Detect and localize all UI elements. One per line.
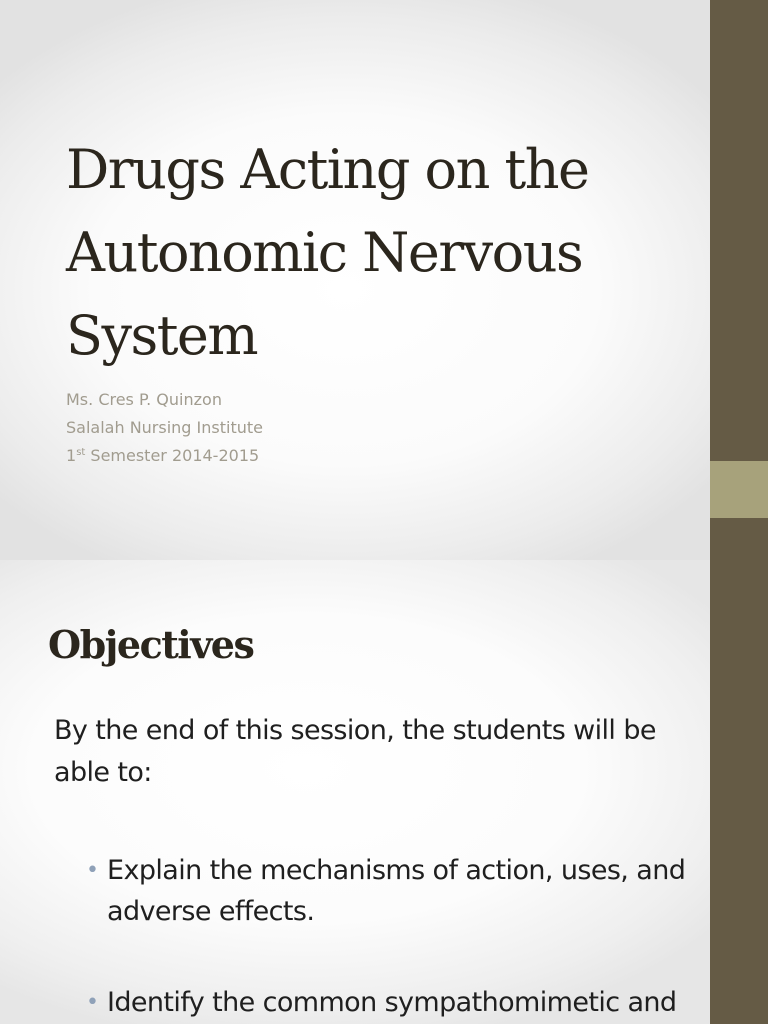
bullet-text: Identify the common sympathomimetic and — [107, 987, 677, 1018]
title-line: Drugs Acting on the — [66, 138, 589, 201]
bullet-icon: • — [86, 858, 99, 883]
list-item — [84, 850, 724, 932]
slide-2 — [0, 560, 768, 1024]
title-line: System — [66, 304, 258, 367]
semester-line — [66, 442, 263, 470]
list-item — [84, 982, 724, 1023]
bullet-text: Explain the mechanisms of action, uses, and adverse effects. — [107, 855, 686, 927]
slide-side-accent — [710, 461, 768, 518]
objectives-intro: By the end of this session, the students will be able to: — [54, 715, 656, 788]
semester-number: 1 — [66, 446, 77, 465]
semester-ordinal: st — [76, 447, 86, 458]
title-line: Autonomic Nervous — [66, 221, 583, 284]
bullet-icon: • — [86, 990, 99, 1015]
objectives-heading: Objectives — [48, 622, 254, 667]
slide-subtitle — [66, 386, 263, 470]
author-name: Ms. Cres P. Quinzon — [66, 390, 222, 409]
objectives-list — [84, 850, 724, 1024]
institute-name: Salalah Nursing Institute — [66, 418, 263, 437]
slide-title — [66, 128, 666, 377]
semester-text: Semester 2014-2015 — [85, 446, 260, 465]
